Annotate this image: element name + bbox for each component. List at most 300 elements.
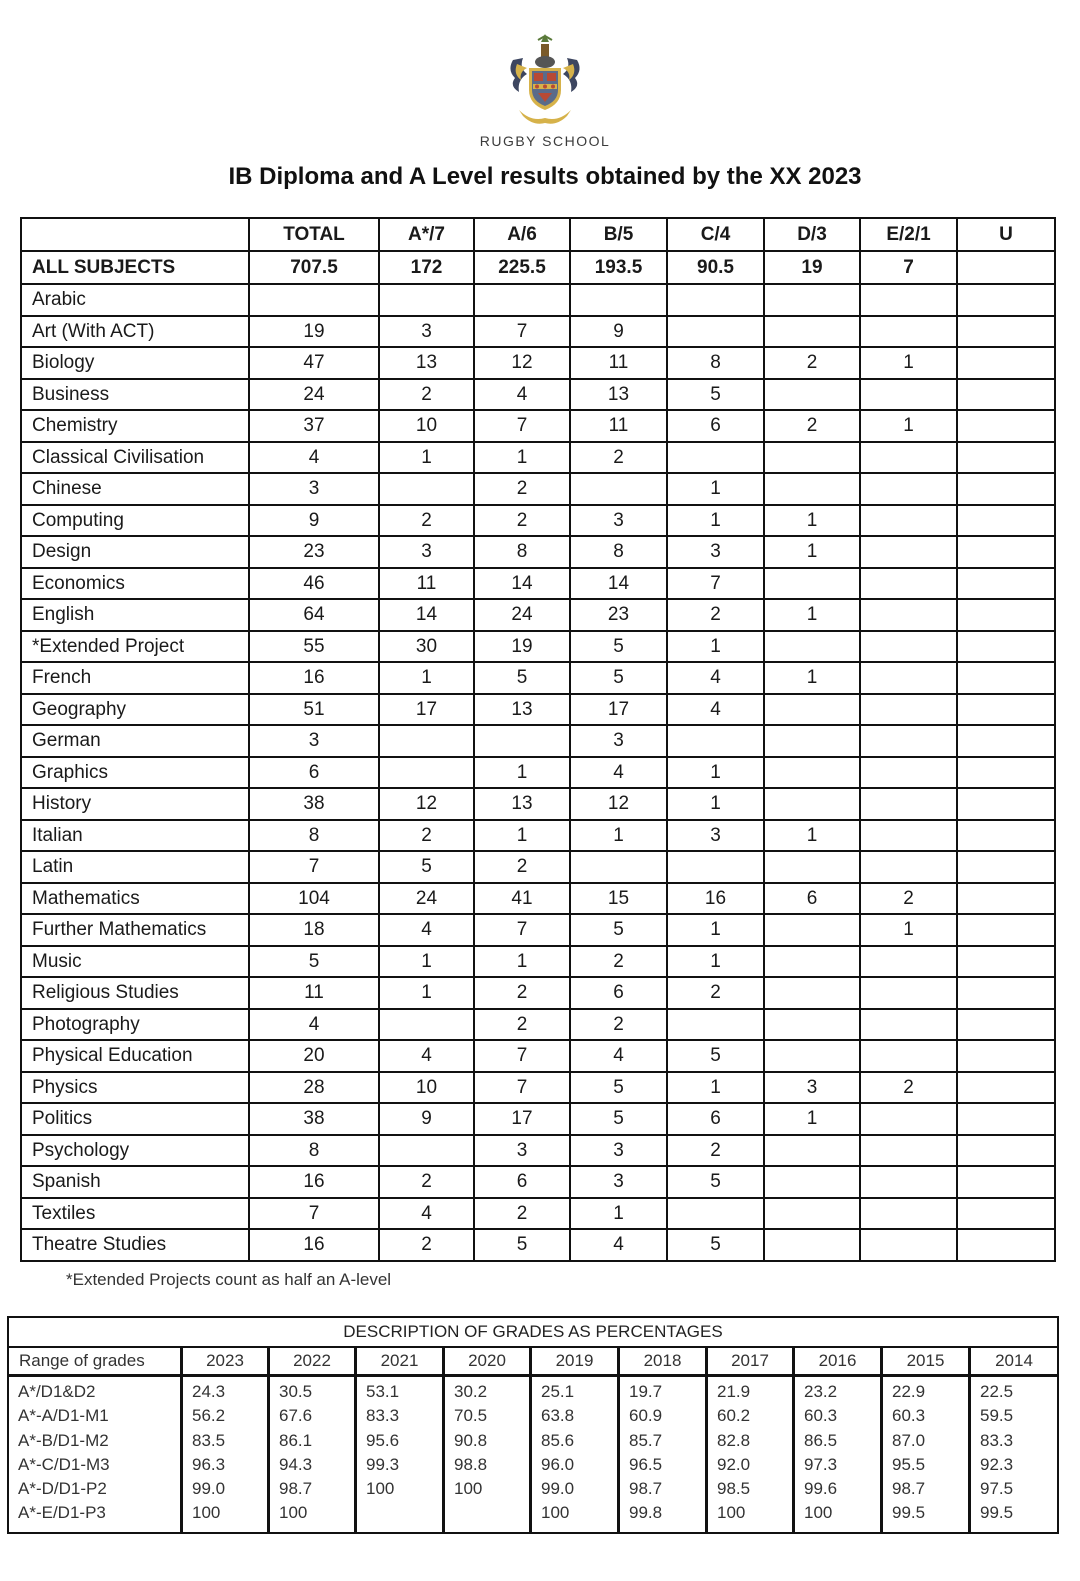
table-cell: 1 [860, 914, 957, 946]
table-cell: 30 [379, 631, 474, 663]
table-cell: 1 [764, 536, 860, 568]
percentage-value: 97.5 [980, 1479, 1014, 1499]
table-cell [957, 883, 1055, 915]
percentage-value: 22.5 [980, 1382, 1014, 1401]
table-cell: 1 [570, 820, 667, 852]
table-cell: 1 [764, 662, 860, 694]
row-label: Geography [21, 694, 249, 726]
table-cell: 5 [379, 851, 474, 883]
table-cell: 1 [667, 757, 764, 789]
table-cell: 2 [667, 599, 764, 631]
table-cell: 7 [474, 1040, 570, 1072]
percentage-value: 59.5 [980, 1406, 1014, 1426]
table-cell [860, 442, 957, 474]
row-label: ALL SUBJECTS [21, 251, 249, 284]
table-cell: 6 [764, 883, 860, 915]
table-cell: 24 [379, 883, 474, 915]
range-header: Range of grades [9, 1348, 180, 1377]
row-label: German [21, 725, 249, 757]
percentage-value: 82.8 [717, 1430, 751, 1450]
table-cell [957, 536, 1055, 568]
table-cell: 23 [570, 599, 667, 631]
table-cell [667, 284, 764, 316]
row-label: Textiles [21, 1198, 249, 1230]
row-label: *Extended Project [21, 631, 249, 663]
school-crest-icon [505, 30, 585, 126]
table-cell: 9 [570, 316, 667, 348]
table-cell: 8 [667, 347, 764, 379]
table-cell: A*/7 [379, 218, 474, 251]
row-label: Arabic [21, 284, 249, 316]
table-row [21, 316, 1055, 348]
table-cell: 2 [570, 946, 667, 978]
year-header: 2017 [708, 1348, 792, 1377]
table-cell: 1 [570, 1198, 667, 1230]
table-cell [957, 599, 1055, 631]
percentage-value: 60.3 [892, 1406, 926, 1426]
table-cell: 7 [249, 851, 379, 883]
table-cell: 4 [379, 1040, 474, 1072]
table-cell [860, 694, 957, 726]
table-cell: 23 [249, 536, 379, 568]
table-cell [667, 1198, 764, 1230]
percentage-value: 92.0 [717, 1454, 751, 1474]
table-cell: 16 [249, 662, 379, 694]
table-cell: 11 [379, 568, 474, 600]
percentage-value: 21.9 [717, 1382, 751, 1401]
table-cell [860, 851, 957, 883]
row-label [21, 218, 249, 251]
table-cell: 41 [474, 883, 570, 915]
table-cell [764, 1229, 860, 1261]
percentage-value: 24.3 [192, 1382, 226, 1401]
percentage-value: 83.5 [192, 1430, 226, 1450]
table-cell: TOTAL [249, 218, 379, 251]
table-cell: 19 [474, 631, 570, 663]
table-cell: 5 [474, 1229, 570, 1261]
table-cell [764, 977, 860, 1009]
row-label: Computing [21, 505, 249, 537]
table-cell [957, 662, 1055, 694]
table-cell: 1 [667, 631, 764, 663]
table-cell [957, 568, 1055, 600]
table-cell: 3 [379, 536, 474, 568]
table-cell: 1 [474, 946, 570, 978]
table-row [21, 1040, 1055, 1072]
percentage-value: 85.7 [629, 1430, 663, 1450]
row-label: Art (With ACT) [21, 316, 249, 348]
table-cell: 2 [667, 977, 764, 1009]
table-row [21, 442, 1055, 474]
table-cell: 1 [379, 946, 474, 978]
table-cell: 16 [249, 1229, 379, 1261]
row-label: Graphics [21, 757, 249, 789]
table-cell [860, 599, 957, 631]
table-cell: 5 [474, 662, 570, 694]
year-header: 2021 [357, 1348, 442, 1377]
percentage-value: 56.2 [192, 1406, 226, 1426]
table-cell [570, 284, 667, 316]
table-row [21, 631, 1055, 663]
table-row [21, 946, 1055, 978]
percentage-value: 53.1 [366, 1382, 400, 1401]
table-cell: 4 [379, 914, 474, 946]
table-cell: 8 [249, 1135, 379, 1167]
table-cell: 11 [249, 977, 379, 1009]
table-cell: 1 [860, 410, 957, 442]
table-row [21, 599, 1055, 631]
table-cell: 14 [570, 568, 667, 600]
year-header: 2016 [795, 1348, 880, 1377]
table-row [21, 725, 1055, 757]
row-label: Biology [21, 347, 249, 379]
table-cell: 7 [474, 914, 570, 946]
table-cell: 38 [249, 1103, 379, 1135]
table-row [21, 1103, 1055, 1135]
table-cell: 5 [667, 379, 764, 411]
table-cell [764, 694, 860, 726]
table-cell: 13 [570, 379, 667, 411]
percentages-columns [9, 1348, 1057, 1534]
table-cell: 4 [249, 1009, 379, 1041]
percentage-value: 83.3 [366, 1406, 400, 1426]
table-row [21, 914, 1055, 946]
year-header: 2018 [620, 1348, 705, 1377]
table-cell [764, 379, 860, 411]
table-cell: 10 [379, 410, 474, 442]
table-cell: 3 [474, 1135, 570, 1167]
table-cell [379, 1135, 474, 1167]
row-label: Economics [21, 568, 249, 600]
percentage-value: 100 [279, 1503, 308, 1523]
table-cell [957, 820, 1055, 852]
table-cell [667, 316, 764, 348]
table-row [21, 1166, 1055, 1198]
percentage-value: 83.3 [980, 1430, 1014, 1450]
table-cell: 90.5 [667, 251, 764, 284]
table-cell: 1 [379, 977, 474, 1009]
table-cell [860, 977, 957, 1009]
table-cell: 1 [764, 599, 860, 631]
table-cell [957, 788, 1055, 820]
table-cell [860, 284, 957, 316]
table-cell: 3 [570, 1135, 667, 1167]
table-cell [764, 473, 860, 505]
table-row [21, 347, 1055, 379]
row-label: History [21, 788, 249, 820]
table-row [21, 1198, 1055, 1230]
table-cell: B/5 [570, 218, 667, 251]
percentage-value: 97.3 [804, 1454, 838, 1474]
year-column [183, 1348, 270, 1534]
table-cell: 11 [570, 347, 667, 379]
year-header: 2019 [532, 1348, 617, 1377]
table-cell [379, 284, 474, 316]
table-cell: 1 [667, 1072, 764, 1104]
table-cell [860, 505, 957, 537]
table-cell [860, 725, 957, 757]
percentage-value: 94.3 [279, 1454, 313, 1474]
table-cell [860, 473, 957, 505]
percentage-value: 100 [804, 1503, 833, 1523]
table-cell: 2 [379, 505, 474, 537]
table-cell: 17 [379, 694, 474, 726]
table-cell: 3 [764, 1072, 860, 1104]
table-cell: 1 [860, 347, 957, 379]
table-cell: 2 [474, 473, 570, 505]
table-cell [764, 1135, 860, 1167]
table-cell [764, 1198, 860, 1230]
table-cell [764, 1166, 860, 1198]
table-cell: U [957, 218, 1055, 251]
percentage-value: 98.7 [279, 1479, 313, 1499]
table-cell: 64 [249, 599, 379, 631]
table-cell: C/4 [667, 218, 764, 251]
table-cell [860, 788, 957, 820]
table-cell [957, 347, 1055, 379]
percentage-value: 92.3 [980, 1454, 1014, 1474]
table-row [21, 883, 1055, 915]
table-cell [474, 284, 570, 316]
table-row [21, 788, 1055, 820]
table-cell: 4 [570, 1040, 667, 1072]
percentage-value: 98.8 [454, 1454, 488, 1474]
table-row [21, 284, 1055, 316]
percentage-value: 100 [541, 1503, 570, 1523]
table-cell: 3 [249, 725, 379, 757]
year-header: 2014 [971, 1348, 1057, 1377]
table-cell: 5 [570, 914, 667, 946]
row-label: Design [21, 536, 249, 568]
table-cell: 55 [249, 631, 379, 663]
table-cell [667, 1009, 764, 1041]
table-cell: 1 [667, 505, 764, 537]
percentage-value: 99.3 [366, 1454, 400, 1474]
table-cell [764, 631, 860, 663]
table-cell: 7 [474, 1072, 570, 1104]
percentage-value: 99.8 [629, 1503, 663, 1523]
table-cell: 51 [249, 694, 379, 726]
percentage-value: 90.8 [454, 1430, 488, 1450]
percentage-value: 99.0 [541, 1479, 575, 1499]
table-cell: 7 [474, 410, 570, 442]
table-cell: 3 [249, 473, 379, 505]
table-cell: 24 [249, 379, 379, 411]
table-row [21, 410, 1055, 442]
school-name: RUGBY SCHOOL [479, 133, 611, 149]
table-cell: 2 [764, 347, 860, 379]
table-cell: 19 [764, 251, 860, 284]
table-cell: E/2/1 [860, 218, 957, 251]
percentage-value: 70.5 [454, 1406, 488, 1426]
row-label: Religious Studies [21, 977, 249, 1009]
percentage-value: 30.5 [279, 1382, 313, 1401]
table-cell: 4 [570, 1229, 667, 1261]
table-cell [764, 568, 860, 600]
table-cell: 5 [570, 1072, 667, 1104]
table-cell [957, 851, 1055, 883]
percentage-value: 96.3 [192, 1454, 226, 1474]
table-cell [957, 284, 1055, 316]
table-cell: 9 [379, 1103, 474, 1135]
range-label: A*-E/D1-P3 [18, 1503, 106, 1523]
table-cell: 7 [474, 316, 570, 348]
table-row [21, 1229, 1055, 1261]
percentage-value: 25.1 [541, 1382, 575, 1401]
percentage-value: 95.6 [366, 1430, 400, 1450]
table-cell: 13 [474, 788, 570, 820]
table-cell [957, 410, 1055, 442]
table-cell: 13 [474, 694, 570, 726]
table-cell [860, 1166, 957, 1198]
table-cell [860, 1198, 957, 1230]
table-row [21, 379, 1055, 411]
year-header: 2023 [183, 1348, 267, 1377]
table-cell: 1 [667, 946, 764, 978]
table-cell [957, 1166, 1055, 1198]
table-cell [957, 977, 1055, 1009]
table-cell: 2 [474, 1198, 570, 1230]
table-cell: 46 [249, 568, 379, 600]
range-column [9, 1348, 183, 1534]
percentage-value: 23.2 [804, 1382, 838, 1401]
table-cell: 14 [379, 599, 474, 631]
row-label: Politics [21, 1103, 249, 1135]
percentage-value: 67.6 [279, 1406, 313, 1426]
table-cell: 225.5 [474, 251, 570, 284]
table-header-row [21, 218, 1055, 251]
table-cell: 2 [764, 410, 860, 442]
table-cell: 38 [249, 788, 379, 820]
table-cell: 5 [570, 662, 667, 694]
percentage-value: 98.7 [629, 1479, 663, 1499]
year-column [708, 1348, 795, 1534]
table-cell [764, 1009, 860, 1041]
table-cell: 707.5 [249, 251, 379, 284]
row-label: Music [21, 946, 249, 978]
table-cell [860, 1229, 957, 1261]
percentage-value: 63.8 [541, 1406, 575, 1426]
percentage-value: 100 [717, 1503, 746, 1523]
table-cell [860, 316, 957, 348]
table-row [21, 694, 1055, 726]
row-label: French [21, 662, 249, 694]
table-cell: 20 [249, 1040, 379, 1072]
row-label: Chemistry [21, 410, 249, 442]
table-cell: 5 [570, 631, 667, 663]
table-cell: 4 [379, 1198, 474, 1230]
table-cell [667, 851, 764, 883]
table-cell: 2 [379, 1166, 474, 1198]
year-header: 2015 [883, 1348, 968, 1377]
table-cell [957, 725, 1055, 757]
year-column [270, 1348, 357, 1534]
table-cell: 1 [667, 914, 764, 946]
table-cell: 18 [249, 914, 379, 946]
table-cell: 1 [764, 1103, 860, 1135]
percentage-value: 98.7 [892, 1479, 926, 1499]
percentage-value: 100 [454, 1479, 483, 1499]
table-cell [474, 725, 570, 757]
table-cell [957, 1009, 1055, 1041]
table-cell: 6 [667, 410, 764, 442]
table-cell [957, 946, 1055, 978]
table-cell: 1 [379, 442, 474, 474]
row-label: Theatre Studies [21, 1229, 249, 1261]
table-cell [860, 1135, 957, 1167]
table-cell [379, 473, 474, 505]
year-column [971, 1348, 1057, 1534]
table-cell: 24 [474, 599, 570, 631]
table-cell: 172 [379, 251, 474, 284]
table-cell: 37 [249, 410, 379, 442]
table-cell [667, 725, 764, 757]
table-cell: 2 [860, 1072, 957, 1104]
table-cell [764, 442, 860, 474]
table-cell: 7 [860, 251, 957, 284]
table-cell [667, 442, 764, 474]
year-column [620, 1348, 708, 1534]
table-cell [764, 946, 860, 978]
table-cell [957, 442, 1055, 474]
year-header: 2020 [445, 1348, 529, 1377]
table-cell: 193.5 [570, 251, 667, 284]
row-label: Physics [21, 1072, 249, 1104]
table-cell [957, 316, 1055, 348]
table-cell: 2 [860, 883, 957, 915]
footnote: *Extended Projects count as half an A-level [66, 1270, 392, 1289]
table-cell: 12 [474, 347, 570, 379]
range-label: A*-D/D1-P2 [18, 1479, 107, 1499]
percentage-value: 60.9 [629, 1406, 663, 1426]
table-cell [957, 379, 1055, 411]
table-cell: 17 [474, 1103, 570, 1135]
percentage-value: 19.7 [629, 1382, 663, 1401]
table-cell: 2 [474, 851, 570, 883]
percentage-value: 87.0 [892, 1430, 926, 1450]
row-label: Physical Education [21, 1040, 249, 1072]
percentage-value: 60.2 [717, 1406, 751, 1426]
table-cell: 2 [667, 1135, 764, 1167]
table-cell: 1 [379, 662, 474, 694]
table-cell: 10 [379, 1072, 474, 1104]
percentage-value: 99.5 [892, 1503, 926, 1523]
table-cell [957, 694, 1055, 726]
table-row [21, 851, 1055, 883]
table-cell: 19 [249, 316, 379, 348]
table-cell [860, 820, 957, 852]
table-cell: 2 [570, 1009, 667, 1041]
row-label: Latin [21, 851, 249, 883]
percentages-table [7, 1316, 1059, 1534]
table-cell [764, 914, 860, 946]
percentage-value: 30.2 [454, 1382, 488, 1401]
table-cell: 12 [570, 788, 667, 820]
table-cell [957, 1040, 1055, 1072]
table-row [21, 505, 1055, 537]
table-cell: 5 [570, 1103, 667, 1135]
table-cell: 4 [570, 757, 667, 789]
table-cell: 12 [379, 788, 474, 820]
table-cell [249, 284, 379, 316]
results-table [20, 217, 1056, 1262]
percentage-value: 98.5 [717, 1479, 751, 1499]
table-cell: 1 [474, 757, 570, 789]
table-cell [860, 1040, 957, 1072]
table-cell: 6 [249, 757, 379, 789]
row-label: Business [21, 379, 249, 411]
table-cell [860, 536, 957, 568]
